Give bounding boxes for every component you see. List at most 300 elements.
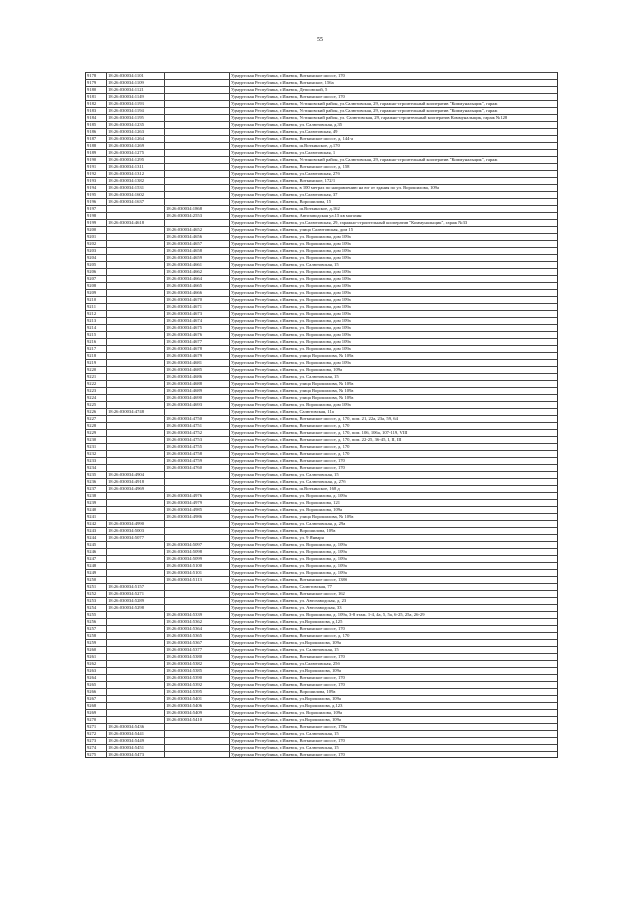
cadastral-number-alt-cell: 18:26:030034:5100 xyxy=(165,563,230,569)
address-cell: Удмуртская Республика, г.Ижевск, ул. Ворошилова, дом 109а xyxy=(231,339,351,344)
cadastral-number-alt-cell: 18:26:030034:4750 xyxy=(165,416,230,422)
table-row xyxy=(85,723,558,730)
row-number-cell: 9249 xyxy=(86,570,107,576)
cadastral-number-alt-cell: 18:26:030034:4752 xyxy=(165,430,230,436)
table-row xyxy=(85,429,558,436)
cadastral-number-cell xyxy=(107,696,165,702)
address-cell: Удмуртская Республика, г.Ижевск, ул. Ворошилова, дом 109а xyxy=(231,234,351,239)
row-number-cell: 9203 xyxy=(86,248,107,254)
row-number-cell: 9242 xyxy=(86,521,107,527)
table-row xyxy=(85,324,558,331)
row-number-cell: 9238 xyxy=(86,493,107,499)
table-row xyxy=(85,233,558,240)
cadastral-number-cell: 18:26:030034:4904 xyxy=(107,472,165,478)
cadastral-number-alt-cell: 18:26:030034:4759 xyxy=(165,458,230,464)
row-number-cell: 9179 xyxy=(86,80,107,86)
cadastral-number-cell xyxy=(107,710,165,716)
table-row xyxy=(85,142,558,149)
table-row xyxy=(85,387,558,394)
cadastral-number-alt-cell xyxy=(165,724,230,730)
row-number-cell: 9202 xyxy=(86,241,107,247)
cadastral-number-cell xyxy=(107,549,165,555)
row-number-cell: 9194 xyxy=(86,185,107,191)
table-row xyxy=(85,485,558,492)
row-number-cell: 9201 xyxy=(86,234,107,240)
row-number-cell: 9180 xyxy=(86,87,107,93)
cadastral-number-alt-cell xyxy=(165,115,230,121)
address-cell: Удмуртская Республика, г.Ижевск, ул.Ворошилова, д.123 xyxy=(231,703,343,708)
cadastral-number-alt-cell: 18:26:030034:5367 xyxy=(165,640,230,646)
table-row xyxy=(85,478,558,485)
table-row xyxy=(85,604,558,611)
address-cell: Удмуртская Республика, г.Ижевск, Воткинское шоссе, 170 xyxy=(231,465,345,470)
cadastral-number-cell xyxy=(107,227,165,233)
table-row xyxy=(85,359,558,366)
address-cell: Удмуртская Республика, г.Ижевск, ул.Ворошилова, 109а xyxy=(231,717,341,722)
cadastral-number-cell xyxy=(107,276,165,282)
table-row xyxy=(85,289,558,296)
row-number-cell: 9272 xyxy=(86,731,107,737)
page-number: 55 xyxy=(317,37,323,43)
cadastral-number-cell xyxy=(107,500,165,506)
row-number-cell: 9271 xyxy=(86,724,107,730)
row-number-cell: 9211 xyxy=(86,304,107,310)
cadastral-number-cell: 18:26:030034:4618 xyxy=(107,220,165,226)
cadastral-number-cell xyxy=(107,269,165,275)
table-row xyxy=(85,149,558,156)
cadastral-number-cell xyxy=(107,395,165,401)
cadastral-number-alt-cell: 18:26:030034:5380 xyxy=(165,654,230,660)
cadastral-number-cell xyxy=(107,514,165,520)
row-number-cell: 9186 xyxy=(86,129,107,135)
address-cell: Удмуртская Республика, г.Ижевск, ул.Ворошилова, д.125 xyxy=(231,619,343,624)
row-number-cell: 9245 xyxy=(86,542,107,548)
table-row xyxy=(85,464,558,471)
row-number-cell: 9268 xyxy=(86,703,107,709)
table-row xyxy=(85,373,558,380)
cadastral-number-cell xyxy=(107,437,165,443)
address-cell: Удмуртская Республика, г.Ижевск, ул. Салютовская, 15 xyxy=(231,731,339,736)
row-number-cell: 9225 xyxy=(86,402,107,408)
address-cell: Удмуртская Республика, г.Ижевск, Воткинское шоссе, д. 170, пом. 21, 22а, 23а, 59, 64 xyxy=(231,416,398,421)
address-cell: Удмуртская Республика, г.Ижевск, Автозаводская ул.15 кв магазин xyxy=(231,213,362,218)
table-row xyxy=(85,576,558,583)
cadastral-number-alt-cell: 18:26:030034:4753 xyxy=(165,437,230,443)
table-row xyxy=(85,345,558,352)
address-cell: Удмуртская Республика, г.Ижевск, ул. Ворошилова, дом 109а xyxy=(231,297,351,302)
table-row xyxy=(85,79,558,86)
address-cell: Удмуртская Республика, г.Ижевск, Воткинское шоссе, д. 170 xyxy=(231,633,350,638)
address-cell: Удмуртская Республика, г.Ижевск, ул. Салютовская, 15 xyxy=(231,374,339,379)
cadastral-number-cell xyxy=(107,542,165,548)
table-row xyxy=(85,352,558,359)
cadastral-number-cell xyxy=(107,619,165,625)
address-cell: Удмуртская Республика, г.Ижевск, Воткинское шоссе, д. 170 xyxy=(231,444,350,449)
cadastral-number-alt-cell xyxy=(165,521,230,527)
row-number-cell: 9255 xyxy=(86,612,107,618)
address-cell: Удмуртская Республика, г.Ижевск, Салютовская, 77 xyxy=(231,584,332,589)
address-cell: Удмуртская Республика, г.Ижевск, Воткинское шоссе, 170 xyxy=(231,94,345,99)
table-row xyxy=(85,471,558,478)
row-number-cell: 9234 xyxy=(86,465,107,471)
row-number-cell: 9269 xyxy=(86,710,107,716)
cadastral-number-cell: 18:26:030034:5157 xyxy=(107,584,165,590)
cadastral-number-cell xyxy=(107,255,165,261)
table-row xyxy=(85,184,558,191)
table-row xyxy=(85,618,558,625)
cadastral-number-cell: 18:26:030034:1235 xyxy=(107,122,165,128)
row-number-cell: 9215 xyxy=(86,332,107,338)
table-row xyxy=(85,702,558,709)
cadastral-number-alt-cell: 18:26:030034:4662 xyxy=(165,269,230,275)
cadastral-number-cell: 18:26:030034:5451 xyxy=(107,745,165,751)
table-row xyxy=(85,205,558,212)
table-row xyxy=(85,534,558,541)
row-number-cell: 9244 xyxy=(86,535,107,541)
address-cell: Удмуртская Республика, г.Ижевск, ул.Салютовская, 25б xyxy=(231,661,340,666)
address-cell: Удмуртская Республика, г.Ижевск, Устиновский район, ул.Салютовская, 29, гаражно-строительный кооператив "Коммунальщик", гараж xyxy=(231,101,498,106)
cadastral-number-alt-cell: 18:26:030034:4690 xyxy=(165,395,230,401)
cadastral-number-alt-cell: 18:26:030034:4689 xyxy=(165,388,230,394)
row-number-cell: 9183 xyxy=(86,108,107,114)
table-row xyxy=(85,247,558,254)
cadastral-number-alt-cell xyxy=(165,535,230,541)
cadastral-number-alt-cell: 18:26:030034:4758 xyxy=(165,451,230,457)
row-number-cell: 9240 xyxy=(86,507,107,513)
table-row xyxy=(85,499,558,506)
cadastral-number-cell xyxy=(107,304,165,310)
cadastral-number-cell xyxy=(107,661,165,667)
table-row xyxy=(85,226,558,233)
row-number-cell: 9223 xyxy=(86,388,107,394)
row-number-cell: 9197 xyxy=(86,206,107,212)
table-row xyxy=(85,394,558,401)
cadastral-number-cell: 18:26:030034:5436 xyxy=(107,724,165,730)
address-cell: Удмуртская Республика, г.Ижевск, в 100 метрах по направлению на юг от здания по ул. Ворошилова, 109а xyxy=(231,185,440,190)
cadastral-number-cell: 18:26:030034:5077 xyxy=(107,535,165,541)
table-row xyxy=(85,457,558,464)
table-row xyxy=(85,296,558,303)
cadastral-number-alt-cell xyxy=(165,479,230,485)
address-cell: Удмуртская Республика, г.Ижевск, Воткинское шоссе, 170 xyxy=(231,682,345,687)
table-row xyxy=(85,583,558,590)
cadastral-number-cell: 18:26:030034:1382 xyxy=(107,178,165,184)
table-row xyxy=(85,254,558,261)
address-cell: Удмуртская Республика, г.Ижевск, ул. Салютовская, 15 xyxy=(231,745,339,750)
row-number-cell: 9273 xyxy=(86,738,107,744)
table-row xyxy=(85,597,558,604)
cadastral-number-alt-cell: 18:26:030034:5098 xyxy=(165,549,230,555)
cadastral-number-cell: 18:26:030034:1195 xyxy=(107,115,165,121)
cadastral-number-alt-cell: 18:26:030034:4657 xyxy=(165,241,230,247)
row-number-cell: 9191 xyxy=(86,164,107,170)
address-cell: Удмуртская Республика, г.Ижевск, ул. Ворошилова, д. 109а, 3-8 этаж. 1-4, 4а, 5, 5а, 6-25, 25а, 26-29 xyxy=(231,612,425,617)
row-number-cell: 9261 xyxy=(86,654,107,660)
table-row xyxy=(85,632,558,639)
address-cell: Удмуртская Республика, г.Ижевск, ул. Салютовская, 15 xyxy=(231,262,339,267)
cadastral-number-alt-cell xyxy=(165,598,230,604)
cadastral-number-alt-cell xyxy=(165,528,230,534)
cadastral-number-alt-cell: 18:26:030034:5409 xyxy=(165,710,230,716)
address-cell: Удмуртская Республика, г.Ижевск, ул. Ворошилова, дом 109а xyxy=(231,346,351,351)
row-number-cell: 9275 xyxy=(86,752,107,757)
cadastral-number-cell xyxy=(107,717,165,723)
address-cell: Удмуртская Республика, г.Ижевск, Воткинское шоссе, д. 170, пом. 106, 106а, 107-119, VIII xyxy=(231,430,408,435)
cadastral-number-cell xyxy=(107,465,165,471)
address-cell: Удмуртская Республика, г.Ижевск, ул.Салютовская, 27б xyxy=(231,171,340,176)
row-number-cell: 9178 xyxy=(86,73,107,79)
row-number-cell: 9217 xyxy=(86,346,107,352)
table-row xyxy=(85,415,558,422)
table-row xyxy=(85,121,558,128)
cadastral-number-cell: 18:26:030034:1101 xyxy=(107,73,165,79)
cadastral-number-cell xyxy=(107,241,165,247)
cadastral-number-alt-cell: 18:26:030034:4652 xyxy=(165,227,230,233)
row-number-cell: 9274 xyxy=(86,745,107,751)
row-number-cell: 9265 xyxy=(86,682,107,688)
cadastral-number-cell: 18:26:030034:4748 xyxy=(107,409,165,415)
row-number-cell: 9220 xyxy=(86,367,107,373)
row-number-cell: 9185 xyxy=(86,122,107,128)
cadastral-number-alt-cell: 18:26:030034:5097 xyxy=(165,542,230,548)
row-number-cell: 9224 xyxy=(86,395,107,401)
cadastral-number-cell: 18:26:030034:1263 xyxy=(107,129,165,135)
cadastral-number-alt-cell: 18:26:030034:4693 xyxy=(165,402,230,408)
table-row xyxy=(85,86,558,93)
cadastral-number-alt-cell xyxy=(165,101,230,107)
table-row xyxy=(85,401,558,408)
row-number-cell: 9237 xyxy=(86,486,107,492)
table-row xyxy=(85,667,558,674)
cadastral-number-cell xyxy=(107,507,165,513)
row-number-cell: 9206 xyxy=(86,269,107,275)
address-cell: Удмуртская Республика, г.Ижевск, улица Ворошилова, № 109а xyxy=(231,381,354,386)
cadastral-number-cell xyxy=(107,458,165,464)
table-row xyxy=(85,317,558,324)
table-row xyxy=(85,562,558,569)
table-row xyxy=(85,625,558,632)
cadastral-number-alt-cell: 18:26:030034:2553 xyxy=(165,213,230,219)
cadastral-number-alt-cell: 18:26:030034:4755 xyxy=(165,444,230,450)
cadastral-number-cell xyxy=(107,353,165,359)
table-row xyxy=(85,492,558,499)
cadastral-number-alt-cell xyxy=(165,220,230,226)
table-row xyxy=(85,527,558,534)
cadastral-number-cell: 18:26:030034:5271 xyxy=(107,591,165,597)
cadastral-number-cell: 18:26:030034:5298 xyxy=(107,605,165,611)
address-cell: Удмуртская Республика, г.Ижевск, Воткинское шоссе, д. 170 xyxy=(231,451,350,456)
row-number-cell: 9230 xyxy=(86,437,107,443)
cadastral-number-alt-cell: 18:26:030034:4976 xyxy=(165,493,230,499)
address-cell: Удмуртская Республика, г.Ижевск, Воткинское шоссе, 170 xyxy=(231,738,345,743)
address-cell: Удмуртская Республика, г.Ижевск, ул. Ворошилова, д. 109а xyxy=(231,542,347,547)
cadastral-number-cell xyxy=(107,318,165,324)
address-cell: Удмуртская Республика, г.Ижевск, ул. Ворошилова, дом 109а xyxy=(231,283,351,288)
cadastral-number-cell: 18:26:030034:5441 xyxy=(107,731,165,737)
cadastral-number-alt-cell xyxy=(165,73,230,79)
address-cell: Удмуртская Республика, г.Ижевск, улица Салютовская, дом 15 xyxy=(231,227,354,232)
cadastral-number-alt-cell xyxy=(165,605,230,611)
cadastral-number-alt-cell xyxy=(165,108,230,114)
cadastral-number-alt-cell xyxy=(165,192,230,198)
address-cell: Удмуртская Республика, г.Ижевск, ул. Ворошилова, 109а xyxy=(231,507,343,512)
cadastral-number-cell xyxy=(107,297,165,303)
row-number-cell: 9248 xyxy=(86,563,107,569)
cadastral-number-cell: 18:26:030034:4990 xyxy=(107,521,165,527)
cadastral-number-cell: 18:26:030034:1295 xyxy=(107,157,165,163)
cadastral-number-alt-cell: 18:26:030034:4677 xyxy=(165,339,230,345)
address-cell: Удмуртская Республика, г.Ижевск, ул.Салютовская, 49 xyxy=(231,129,338,134)
row-number-cell: 9233 xyxy=(86,458,107,464)
cadastral-number-cell xyxy=(107,640,165,646)
row-number-cell: 9209 xyxy=(86,290,107,296)
row-number-cell: 9199 xyxy=(86,220,107,226)
table-row xyxy=(85,282,558,289)
table-row xyxy=(85,268,558,275)
cadastral-number-alt-cell: 18:26:030034:5099 xyxy=(165,556,230,562)
table-row xyxy=(85,590,558,597)
address-cell: Удмуртская Республика, г.Ижевск, ул. Ворошилова, дом 109а xyxy=(231,241,351,246)
row-number-cell: 9184 xyxy=(86,115,107,121)
table-row xyxy=(85,366,558,373)
row-number-cell: 9251 xyxy=(86,584,107,590)
address-cell: Удмуртская Республика, г.Ижевск, Воткинское, 172/1 xyxy=(231,178,336,183)
cadastral-number-cell: 18:26:030034:1109 xyxy=(107,80,165,86)
cadastral-number-alt-cell: 18:26:030034:5365 xyxy=(165,633,230,639)
cadastral-number-alt-cell: 18:26:030034:5113 xyxy=(165,577,230,583)
cadastral-number-cell xyxy=(107,682,165,688)
address-cell: Удмуртская Республика, г.Ижевск, ул. Ворошилова, дом 109а xyxy=(231,290,351,295)
table-row xyxy=(85,555,558,562)
cadastral-number-alt-cell: 18:26:030034:4681 xyxy=(165,360,230,366)
cadastral-number-cell xyxy=(107,248,165,254)
table-row xyxy=(85,331,558,338)
cadastral-number-alt-cell xyxy=(165,584,230,590)
cadastral-number-alt-cell xyxy=(165,80,230,86)
row-number-cell: 9189 xyxy=(86,150,107,156)
address-cell: Удмуртская Республика, г.Ижевск, Воткинское шоссе, д. 170 xyxy=(231,423,350,428)
cadastral-number-alt-cell: 18:26:030034:5385 xyxy=(165,668,230,674)
cadastral-number-alt-cell: 18:26:030034:5406 xyxy=(165,703,230,709)
row-number-cell: 9227 xyxy=(86,416,107,422)
table-row xyxy=(85,737,558,744)
address-cell: Удмуртская Республика, г.Ижевск, ул. Ворошилова, дом 109а xyxy=(231,276,351,281)
cadastral-number-cell xyxy=(107,367,165,373)
cadastral-number-cell: 18:26:030034:5003 xyxy=(107,528,165,534)
address-cell: Удмуртская Республика, г.Ижевск, ул. Ворошилова, дом 109а xyxy=(231,255,351,260)
cadastral-number-alt-cell: 18:26:030034:4675 xyxy=(165,325,230,331)
row-number-cell: 9208 xyxy=(86,283,107,289)
address-cell: Удмуртская Республика, г.Ижевск, Депоовской, 5 xyxy=(231,87,328,92)
row-number-cell: 9247 xyxy=(86,556,107,562)
address-cell: Удмуртская Республика, г.Ижевск, Воткинское шоссе, 178а xyxy=(231,724,347,729)
address-cell: Удмуртская Республика, г.Ижевск, ул. Ворошилова, 109а xyxy=(231,710,343,715)
cadastral-number-cell xyxy=(107,612,165,618)
cadastral-number-alt-cell: 18:26:030034:4656 xyxy=(165,234,230,240)
cadastral-number-alt-cell: 18:26:030034:4679 xyxy=(165,353,230,359)
address-cell: Удмуртская Республика, г.Ижевск, ул. Автозаводская, д. 23 xyxy=(231,598,347,603)
address-cell: Удмуртская Республика, г.Ижевск, Ворошилова, 15 xyxy=(231,199,332,204)
row-number-cell: 9193 xyxy=(86,178,107,184)
address-cell: Удмуртская Республика, г.Ижевск, ул.Ворошилова, 109а xyxy=(231,696,341,701)
cadastral-number-cell xyxy=(107,430,165,436)
row-number-cell: 9235 xyxy=(86,472,107,478)
table-row xyxy=(85,751,558,758)
cadastral-number-cell: 18:26:030034:1269 xyxy=(107,143,165,149)
table-row xyxy=(85,520,558,527)
cadastral-number-alt-cell: 18:26:030034:4670 xyxy=(165,297,230,303)
cadastral-number-alt-cell: 18:26:030034:4666 xyxy=(165,290,230,296)
cadastral-number-alt-cell: 18:26:030034:4671 xyxy=(165,304,230,310)
table-row xyxy=(85,338,558,345)
row-number-cell: 9243 xyxy=(86,528,107,534)
table-row xyxy=(85,275,558,282)
cadastral-number-cell: 18:26:030034:1275 xyxy=(107,150,165,156)
cadastral-number-alt-cell xyxy=(165,94,230,100)
address-cell: Удмуртская Республика, г.Ижевск, ул.Салютовская, 29, гаражно-строительный кооператив "Коммунальщик", гараж №33 xyxy=(231,220,468,225)
cadastral-number-alt-cell: 18:26:030034:4986 xyxy=(165,514,230,520)
cadastral-number-cell xyxy=(107,374,165,380)
cadastral-number-alt-cell xyxy=(165,731,230,737)
address-cell: Удмуртская Республика, г.Ижевск, ул. Ворошилова, 121 xyxy=(231,500,341,505)
cadastral-number-alt-cell: 18:26:030034:5382 xyxy=(165,661,230,667)
row-number-cell: 9257 xyxy=(86,626,107,632)
cadastral-number-cell: 18:26:030034:1531 xyxy=(107,185,165,191)
table-row xyxy=(85,422,558,429)
cadastral-number-alt-cell: 18:26:030034:5339 xyxy=(165,612,230,618)
table-row xyxy=(85,170,558,177)
address-cell: Удмуртская Республика, г.Ижевск, ш.Воткинское, д.170 xyxy=(231,143,340,148)
table-row xyxy=(85,93,558,100)
cadastral-number-alt-cell: 18:26:030034:5101 xyxy=(165,570,230,576)
table-row xyxy=(85,114,558,121)
address-cell: Удмуртская Республика, г.Ижевск, ул. Автозаводская, 33 xyxy=(231,605,342,610)
cadastral-number-cell: 18:26:030034:1121 xyxy=(107,87,165,93)
cadastral-number-cell xyxy=(107,213,165,219)
table-row xyxy=(85,681,558,688)
cadastral-number-cell: 18:26:030034:4969 xyxy=(107,486,165,492)
address-cell: Удмуртская Республика, г.Ижевск, ул. Ворошилова, дом 109а xyxy=(231,325,351,330)
table-row xyxy=(85,310,558,317)
cadastral-number-alt-cell xyxy=(165,150,230,156)
cadastral-number-cell: 18:26:030034:1149 xyxy=(107,94,165,100)
address-cell: Удмуртская Республика, г.Ижевск, ул.Ворошилова, 109а xyxy=(231,668,341,673)
row-number-cell: 9214 xyxy=(86,325,107,331)
address-cell: Удмуртская Республика, г.Ижевск, ул. Ворошилова, д. 109а xyxy=(231,570,347,575)
row-number-cell: 9221 xyxy=(86,374,107,380)
table-row xyxy=(85,674,558,681)
row-number-cell: 9226 xyxy=(86,409,107,415)
address-cell: Удмуртская Республика, г.Ижевск, ул. Ворошилова, 109а xyxy=(231,367,343,372)
row-number-cell: 9182 xyxy=(86,101,107,107)
address-cell: Удмуртская Республика, г.Ижевск, ул. Ворошилова, дом 109а xyxy=(231,318,351,323)
row-number-cell: 9270 xyxy=(86,717,107,723)
row-number-cell: 9259 xyxy=(86,640,107,646)
cadastral-number-alt-cell xyxy=(165,157,230,163)
cadastral-number-cell xyxy=(107,689,165,695)
address-cell: Удмуртская Республика, г.Ижевск, Ворошилова, 109а xyxy=(231,689,336,694)
cadastral-number-alt-cell: 18:26:030034:5401 xyxy=(165,696,230,702)
cadastral-number-alt-cell: 18:26:030034:5390 xyxy=(165,675,230,681)
table-row xyxy=(85,128,558,135)
row-number-cell: 9264 xyxy=(86,675,107,681)
address-cell: Удмуртская Республика, г.Ижевск, Воткинское шоссе, д. 144-а xyxy=(231,136,354,141)
row-number-cell: 9198 xyxy=(86,213,107,219)
row-number-cell: 9212 xyxy=(86,311,107,317)
cadastral-number-alt-cell: 18:26:030034:5395 xyxy=(165,689,230,695)
cadastral-number-cell xyxy=(107,262,165,268)
row-number-cell: 9239 xyxy=(86,500,107,506)
